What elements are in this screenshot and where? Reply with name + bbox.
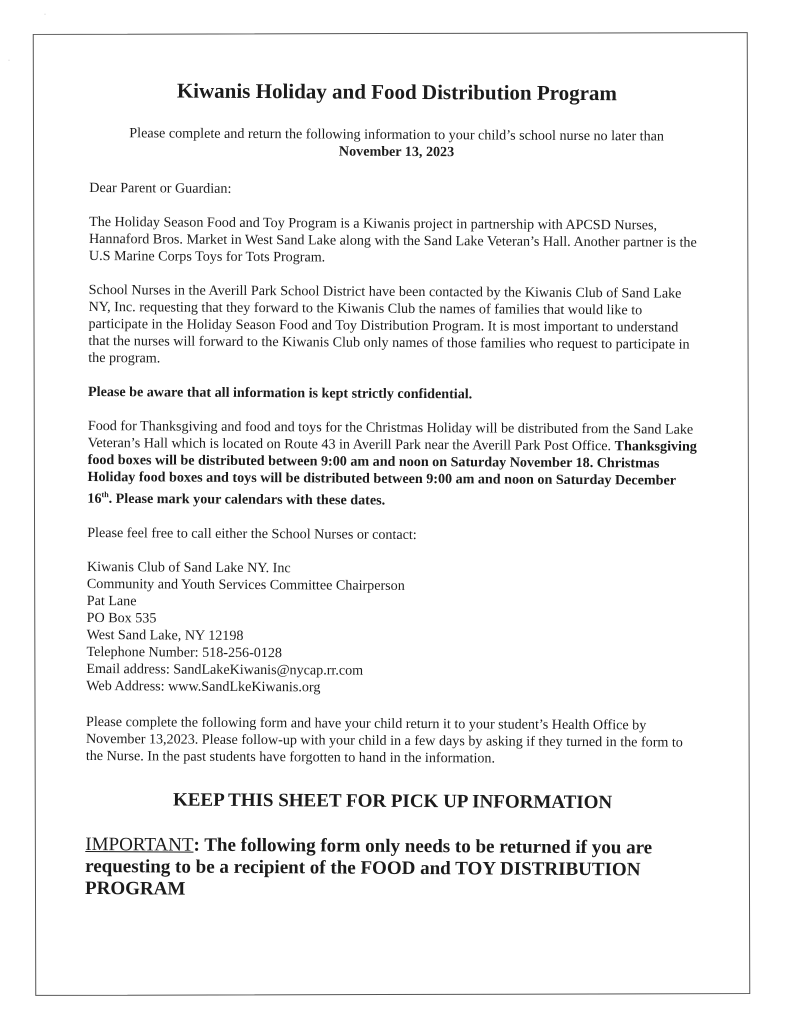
intro-text: Please complete and return the following information to your child’s school nurse no later than bbox=[129, 125, 665, 145]
deadline-date: November 13, 2023 bbox=[338, 143, 455, 161]
paragraph-partners: The Holiday Season Food and Toy Program is a Kiwanis project in partnership with APCSD Nurses, Hannaford Bros. Market in West Sand Lake along with the Sand Lake Veteran’s Hall. Another partner is the U.S Marine Corps Toys for Tots Program. bbox=[88, 213, 697, 266]
important-notice bbox=[85, 834, 699, 904]
calendar-reminder: . Please mark your calendars with these dates. bbox=[108, 490, 386, 509]
form-instructions: Please complete the following form and have your child return it to your student’s Health Office by November 13,2023. Please follow-up with your child in a few days by asking if they turned in the form to the Nurse. In the past students have forgotten to hand in the information. bbox=[85, 713, 683, 767]
paragraph-distribution bbox=[87, 418, 702, 511]
keep-sheet-heading: KEEP THIS SHEET FOR PICK UP INFORMATION bbox=[172, 789, 613, 813]
intro-block bbox=[90, 125, 704, 163]
page-title: Kiwanis Holiday and Food Distribution Program bbox=[176, 78, 618, 106]
distribution-dates: Thanksgiving food boxes will be distributed between 9:00 am and noon on Saturday November 18. Christmas Holiday food boxes and toys will be distributed between 9:00 am and noon on Saturday December 16 bbox=[87, 438, 697, 507]
contact-org: Kiwanis Club of Sand Lake NY. Inc bbox=[86, 558, 291, 576]
contact-pobox: PO Box 535 bbox=[86, 609, 157, 627]
ordinal-suffix: th bbox=[101, 490, 109, 500]
letter-content bbox=[85, 78, 704, 903]
scan-speck: · bbox=[44, 12, 46, 18]
contact-email: Email address: SandLakeKiwanis@nycap.rr.com bbox=[86, 660, 364, 679]
contact-name: Pat Lane bbox=[86, 592, 137, 609]
distribution-location: Food for Thanksgiving and food and toys for the Christmas Holiday will be distributed from the Sand Lake Veteran’s Hall which is located on Route 43 in Averill Park near the Averill Park Post Office. bbox=[87, 417, 694, 455]
contact-phone: Telephone Number: 518-256-0128 bbox=[86, 643, 283, 661]
contact-committee: Community and Youth Services Committee Chairperson bbox=[86, 575, 405, 594]
confidential-notice: Please be aware that all information is kept strictly confidential. bbox=[88, 383, 473, 403]
contact-city: West Sand Lake, NY 12198 bbox=[86, 626, 244, 644]
call-instruction: Please feel free to call either the School Nurses or contact: bbox=[87, 524, 417, 543]
important-label: IMPORTANT bbox=[85, 833, 194, 856]
greeting: Dear Parent or Guardian: bbox=[89, 179, 232, 197]
contact-web: Web Address: www.SandLkeKiwanis.org bbox=[86, 677, 321, 696]
important-text: The following form only needs to be returned if you are requesting to be a recipient of the FOOD and TOY DISTRIBUTION PROGRAM bbox=[84, 834, 653, 900]
paragraph-nurses: School Nurses in the Averill Park School District have been contacted by the Kiwanis Club of Sand Lake NY, Inc. requesting that they forward to the Kiwanis Club the names of families that would like to participate in the Holiday Season Food and Toy Distribution Program. It is most important to understand that the nurses will forward to the Kiwanis Club only names of those families who request to participate in the program. bbox=[88, 281, 690, 367]
important-colon: : bbox=[193, 834, 200, 856]
scan-speck: · bbox=[8, 58, 10, 64]
contact-block bbox=[86, 559, 701, 699]
